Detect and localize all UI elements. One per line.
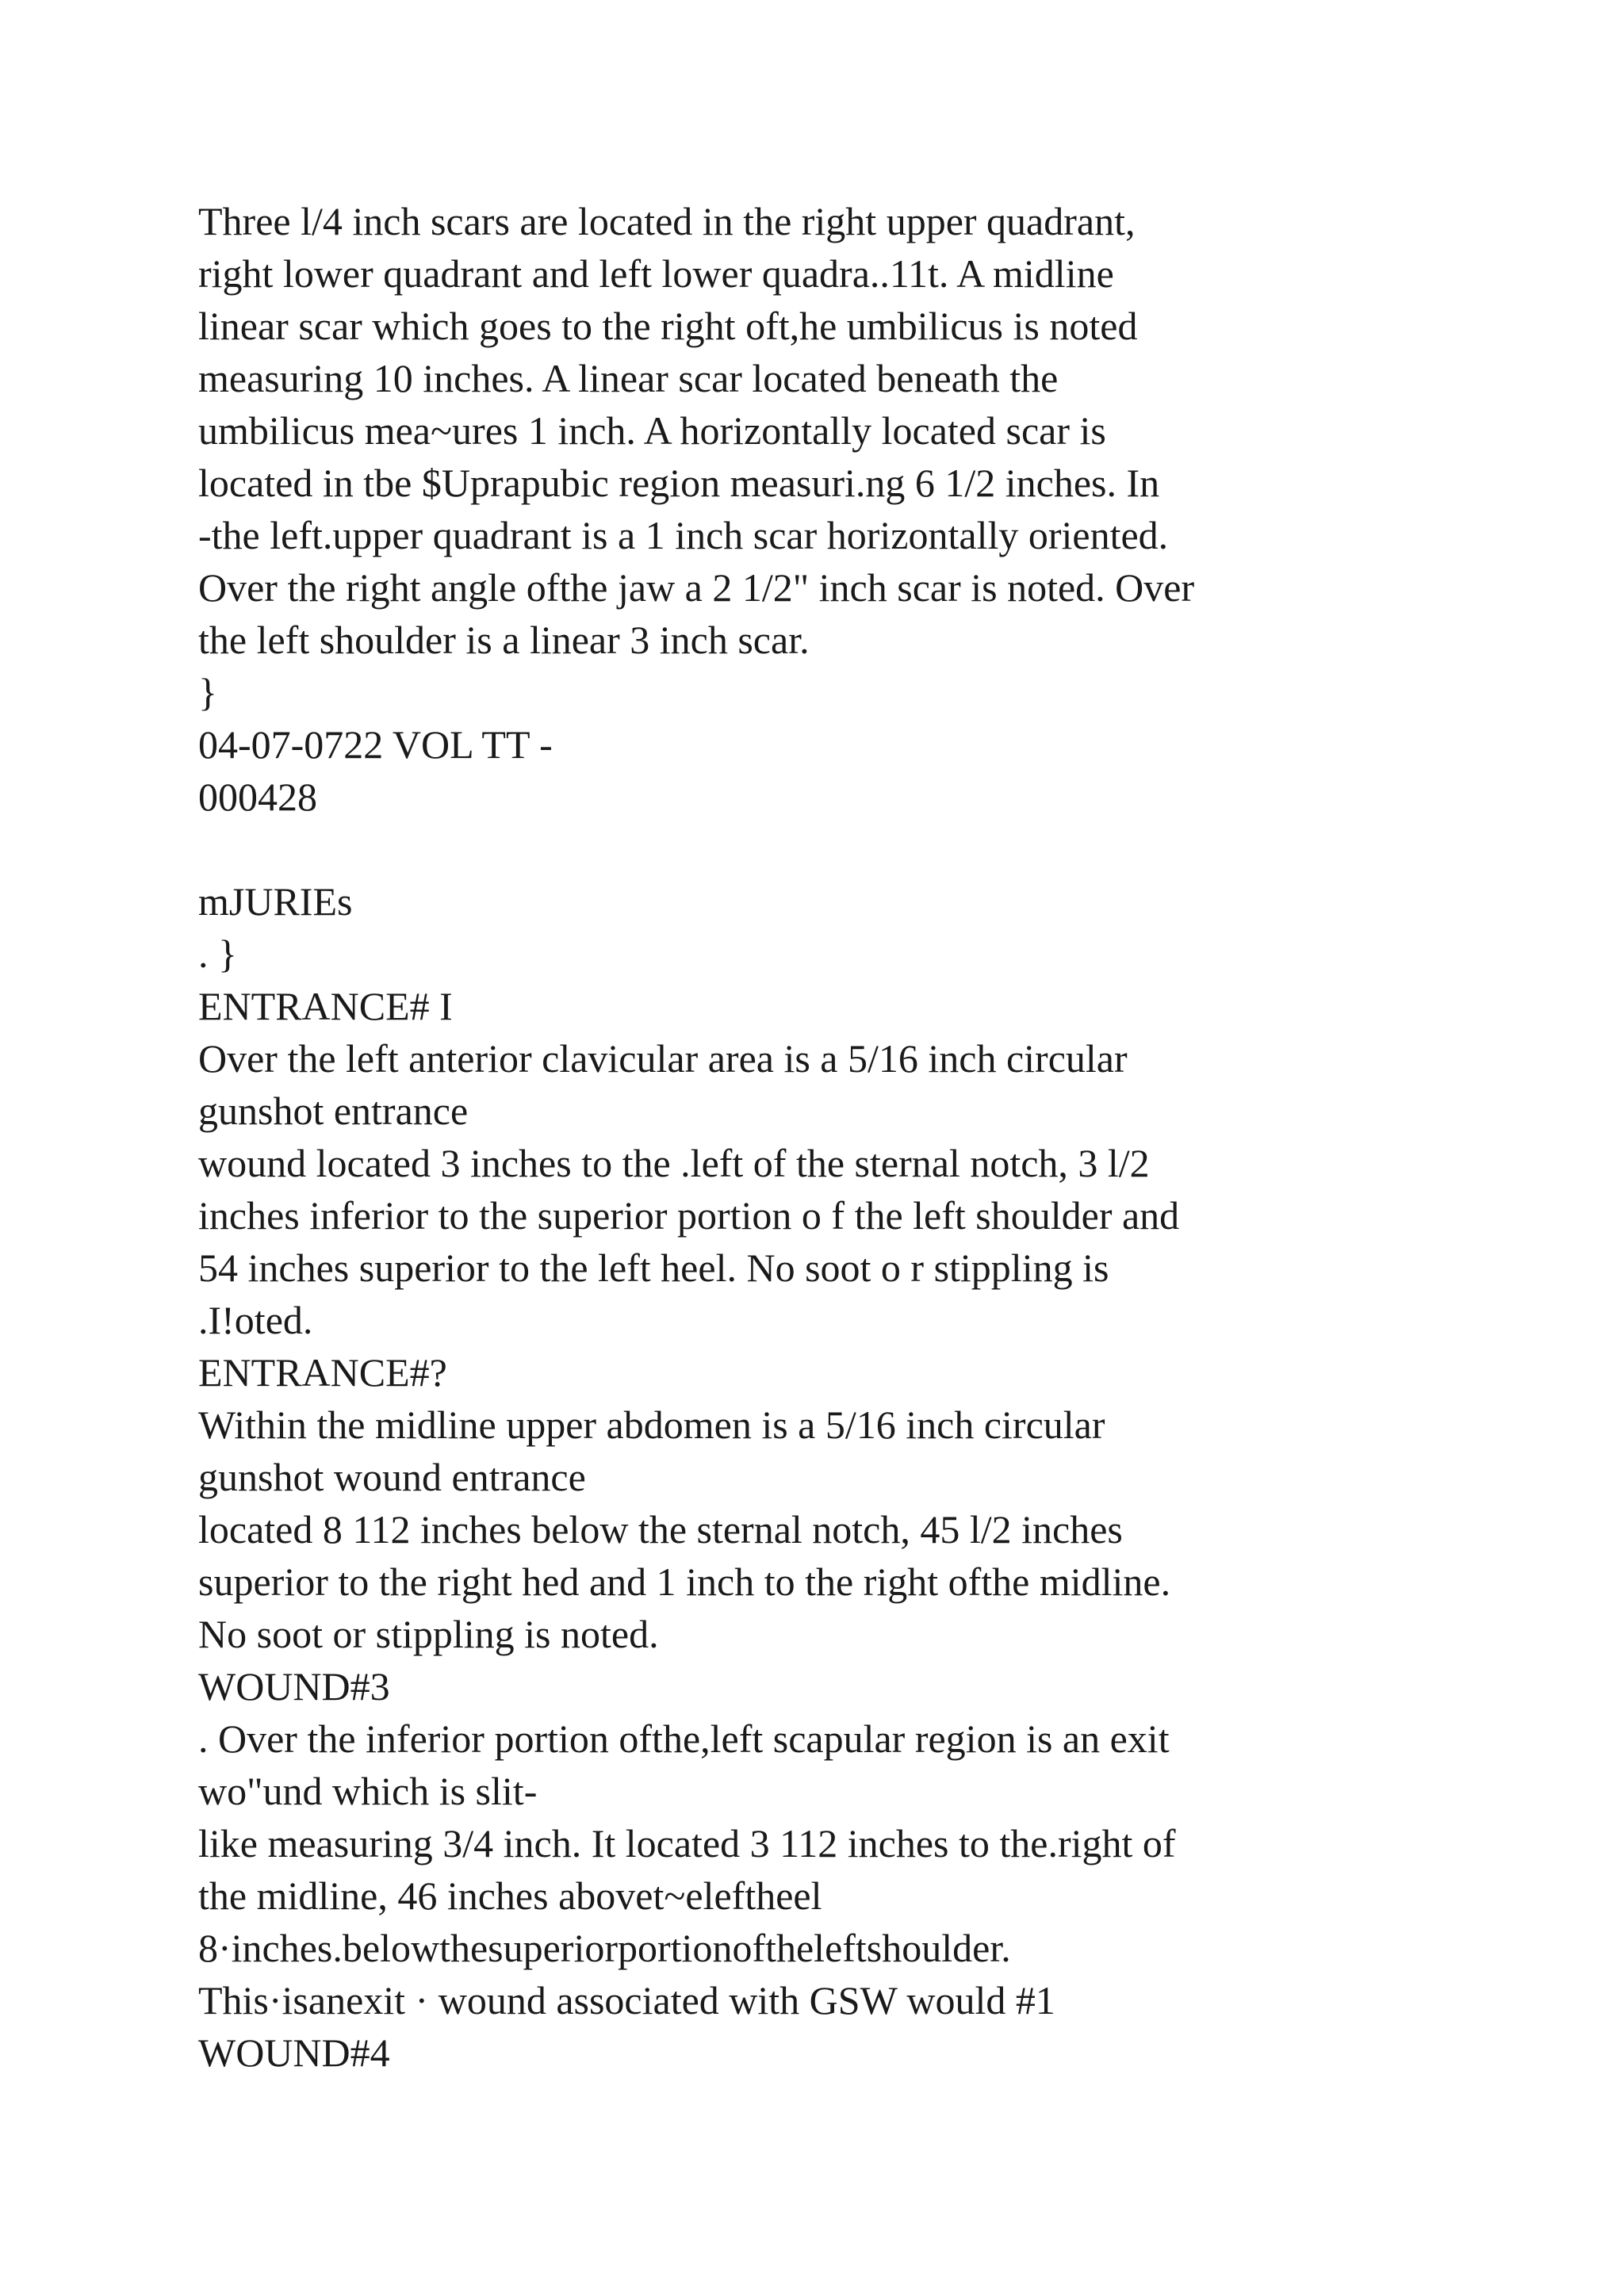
text-line: } [198,670,217,714]
text-line: umbilicus mea~ures 1 inch. A horizontally located scar is [198,408,1106,453]
wound-heading: ENTRANCE# I [198,984,453,1028]
bates-number-line: 000428 [198,775,317,819]
text-line: located in tbe $Uprapubic region measuri.ng 6 1/2 inches. In [198,461,1160,505]
text-line: the midline, 46 inches abovet~eleftheel [198,1873,822,1918]
wound-heading: WOUND#3 [198,1664,390,1709]
text-line: .I!oted. [198,1298,313,1342]
text-line: right lower quadrant and left lower quadra..11t. A midline [198,251,1114,296]
text-line: This·isanexit · wound associated with GSW would #1 [198,1978,1055,2022]
text-line: Three l/4 inch scars are located in the right upper quadrant, [198,199,1136,243]
wound-heading: WOUND#4 [198,2030,390,2075]
text-line: gunshot entrance [198,1089,469,1133]
text-line: -the left.upper quadrant is a 1 inch scar horizontally oriented. [198,513,1169,557]
text-line: measuring 10 inches. A linear scar located beneath the [198,356,1059,400]
text-line: the left shoulder is a linear 3 inch scar. [198,618,810,662]
text-line: wound located 3 inches to the .left of the sternal notch, 3 l/2 [198,1141,1150,1185]
text-line: linear scar which goes to the right oft,he umbilicus is noted [198,304,1138,348]
text-line: wo"und which is slit- [198,1769,538,1813]
text-line: 54 inches superior to the left heel. No soot o r stippling is [198,1246,1109,1290]
text-line: Over the right angle ofthe jaw a 2 1/2" inch scar is noted. Over [198,565,1195,610]
text-line: like measuring 3/4 inch. It located 3 112 inches to the.right of [198,1821,1176,1866]
wound-heading: ENTRANCE#? [198,1350,447,1395]
text-line: . Over the inferior portion ofthe,left scapular region is an exit [198,1716,1170,1761]
text-line: gunshot wound entrance [198,1455,586,1499]
text-line: located 8 112 inches below the sternal notch, 45 l/2 inches [198,1507,1123,1552]
blank-line [198,823,1467,875]
text-line: . } [198,932,237,976]
text-line: inches inferior to the superior portion o f the left shoulder and [198,1193,1180,1238]
text-line: 8·inches.belowthesuperiorportionoftheleftshoulder. [198,1926,1011,1970]
text-line: Within the midline upper abdomen is a 5/16 inch circular [198,1402,1105,1447]
text-line: Over the left anterior clavicular area is a 5/16 inch circular [198,1036,1128,1081]
text-line: No soot or stippling is noted. [198,1612,659,1656]
bates-number-line: 04-07-0722 VOL TT - [198,722,553,767]
document-body [198,195,1467,2079]
text-line: superior to the right hed and 1 inch to the right ofthe midline. [198,1559,1171,1604]
section-heading: mJURIEs [198,879,353,924]
